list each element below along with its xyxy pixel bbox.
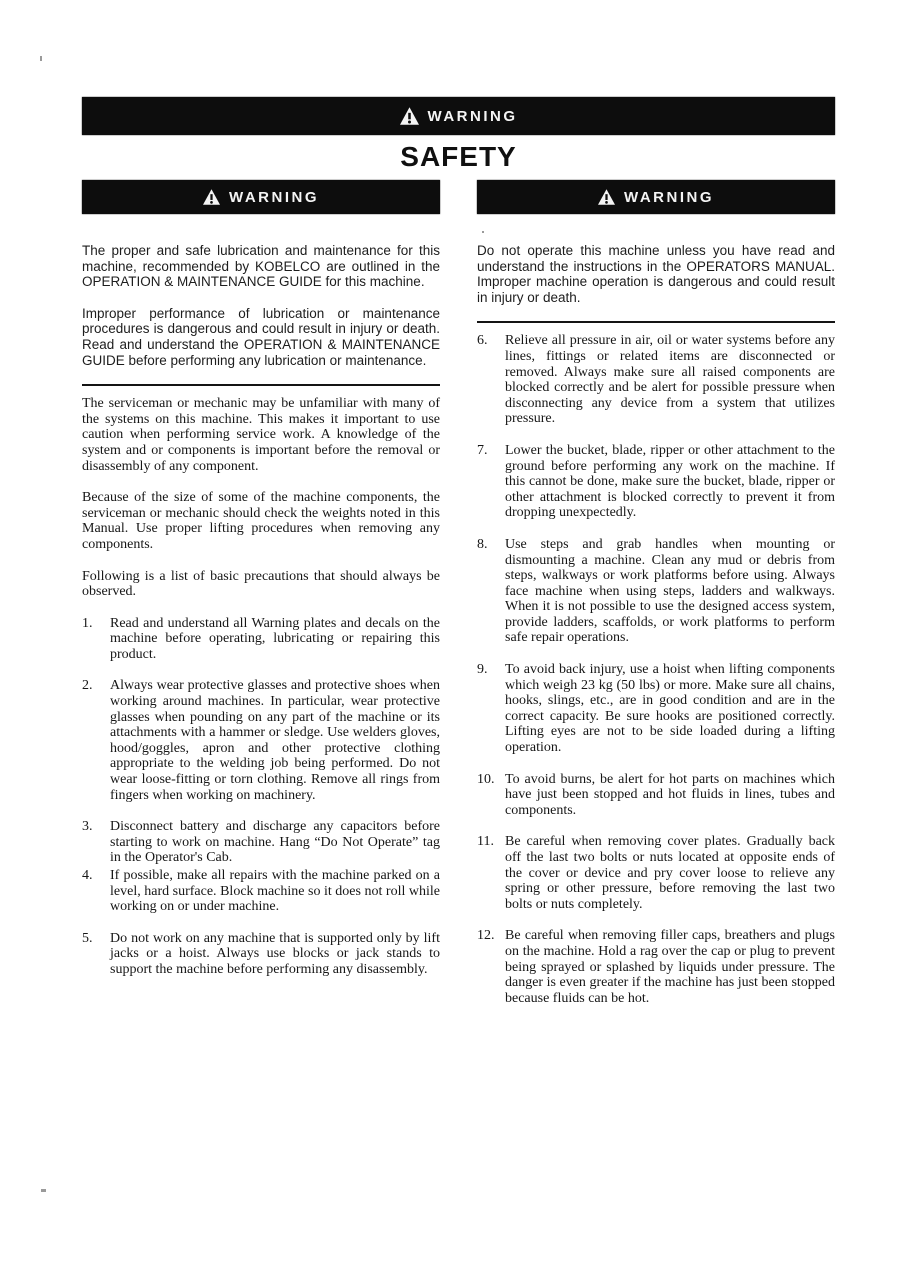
top-warning-banner xyxy=(82,97,835,135)
left-column-divider xyxy=(82,384,440,386)
item-text: Be careful when removing filler caps, breathers and plugs on the machine. Hold a rag over the cap or plug to prevent being sprayed or splashed by liquids under pressure. The danger is even greater if the machine has just been stopped because fluids can be hot. xyxy=(505,928,835,1006)
precaution-item-2 xyxy=(82,678,440,803)
item-number: 1. xyxy=(82,615,93,631)
item-text: Use steps and grab handles when mounting or dismounting a machine. Clean any mud or debris from steps, walkways or work platforms before using. Always face machine when using steps, ladders and walkways. When it is not possible to use the designed access system, provide ladders, scaffolds, or work platforms to perform safe repair operations. xyxy=(505,536,835,646)
item-number: 3. xyxy=(82,819,93,835)
item-number: 2. xyxy=(82,678,93,694)
item-number: 8. xyxy=(477,536,488,552)
component-size-paragraph: Because of the size of some of the machine components, the serviceman or mechanic should check the weights noted in this Manual. Use proper lifting procedures when removing any components. xyxy=(82,490,440,552)
item-text: Always wear protective glasses and protective shoes when working around machines. In particular, wear protective glasses when pounding on any part of the machine or its attachments with a hammer or sledge. Use welders gloves, hood/goggles, apron and other protective clothing appropriate to the welding job being performed. Do not wear loose-fitting or torn clothing. Remove all rings from fingers when working on machinery. xyxy=(110,678,440,803)
left-warning-banner xyxy=(82,180,440,214)
warning-banner-label: WARNING xyxy=(229,188,319,206)
item-number: 9. xyxy=(477,662,488,678)
item-text: Lower the bucket, blade, ripper or other attachment to the ground before performing any work on the machine. If this cannot be done, make sure the bucket, blade, ripper or other attachment is blocked correctly to prevent it from dropping unexpectedly. xyxy=(505,442,835,521)
item-number: 12. xyxy=(477,928,495,944)
right-warning-banner xyxy=(477,180,835,214)
item-text: Do not work on any machine that is supported only by lift jacks or a hoist. Always use blocks or jack stands to support the machine before performing any disassembly. xyxy=(110,930,440,977)
precaution-item-8 xyxy=(477,537,835,646)
precaution-item-11 xyxy=(477,834,835,912)
precaution-item-9 xyxy=(477,662,835,756)
improper-performance-paragraph: Improper performance of lubrication or maintenance procedures is dangerous and could result in injury or death. Read and understand the OPERATION & MAINTENANCE GUIDE before performing any lubrication or maintenance. xyxy=(82,305,440,368)
item-number: 7. xyxy=(477,442,488,458)
scan-speck xyxy=(40,56,42,61)
item-text: To avoid back injury, use a hoist when lifting components which weigh 23 kg (50 lbs) or more. Make sure all chains, hooks, slings, etc., are in good condition and are in the correct capacity. Be sure hooks are positioned correctly. Lifting eyes are not to be side loaded during a lifting operation. xyxy=(505,662,835,756)
right-column xyxy=(477,180,835,1022)
page-title: SAFETY xyxy=(400,141,517,172)
precaution-item-12 xyxy=(477,928,835,1006)
item-number: 10. xyxy=(477,771,495,787)
warning-triangle-icon xyxy=(598,189,615,205)
item-text: Be careful when removing cover plates. Gradually back off the last two bolts or nuts located at opposite ends of the cover or device and pry cover loose to relieve any spring or other pressure, before removing the last two bolts or nuts completely. xyxy=(505,834,835,912)
item-number: 5. xyxy=(82,930,93,946)
scan-speck xyxy=(41,1189,46,1192)
item-text: To avoid burns, be alert for hot parts on machines which have just been stopped and hot fluids in lines, tubes and components. xyxy=(505,771,835,818)
warning-triangle-icon xyxy=(203,189,220,205)
warning-banner-label: WARNING xyxy=(427,107,518,125)
item-number: 11. xyxy=(477,834,494,850)
two-column-layout xyxy=(82,180,835,1022)
precaution-item-7 xyxy=(477,443,835,521)
right-column-divider xyxy=(477,321,835,323)
operators-manual-paragraph: Do not operate this machine unless you have read and understand the instructions in the OPERATORS MANUAL. Improper machine operation is dangerous and could result in injury or death. xyxy=(477,243,835,305)
precaution-item-4 xyxy=(82,868,440,915)
left-column xyxy=(82,180,440,994)
precaution-item-6 xyxy=(477,333,835,427)
manual-page xyxy=(82,97,835,1022)
item-number: 4. xyxy=(82,868,93,883)
precaution-item-1 xyxy=(82,616,440,663)
warning-triangle-icon xyxy=(400,107,419,125)
item-text: If possible, make all repairs with the machine parked on a level, hard surface. Block machine so it does not roll while working on or under machine. xyxy=(110,868,440,915)
precaution-item-3 xyxy=(82,819,440,866)
item-text: Read and understand all Warning plates and decals on the machine before operating, lubricating or repairing this product. xyxy=(110,615,440,662)
precaution-item-5 xyxy=(82,931,440,978)
warning-banner-label: WARNING xyxy=(624,188,714,206)
precautions-lead-paragraph: Following is a list of basic precautions that should always be observed. xyxy=(82,568,440,600)
precaution-item-10 xyxy=(477,772,835,819)
item-text: Relieve all pressure in air, oil or water systems before any lines, fittings or related items are disconnected or removed. Always make sure all raised components are blocked correctly and be alert for possible pressure when disconnecting any device from a system that utilizes pressure. xyxy=(505,333,835,427)
item-text: Disconnect battery and discharge any capacitors before starting to work on machine. Hang “Do Not Operate” tag in the Operator's Cab. xyxy=(110,819,440,866)
serviceman-paragraph: The serviceman or mechanic may be unfamiliar with many of the systems on this machine. This makes it important to use caution when performing service work. A knowledge of the system and or components is important before the removal or disassembly of any component. xyxy=(82,396,440,474)
lubrication-intro-paragraph: The proper and safe lubrication and maintenance for this machine, recommended by KOBELCO are outlined in the OPERATION & MAINTENANCE GUIDE for this machine. xyxy=(82,243,440,290)
item-number: 6. xyxy=(477,333,488,349)
